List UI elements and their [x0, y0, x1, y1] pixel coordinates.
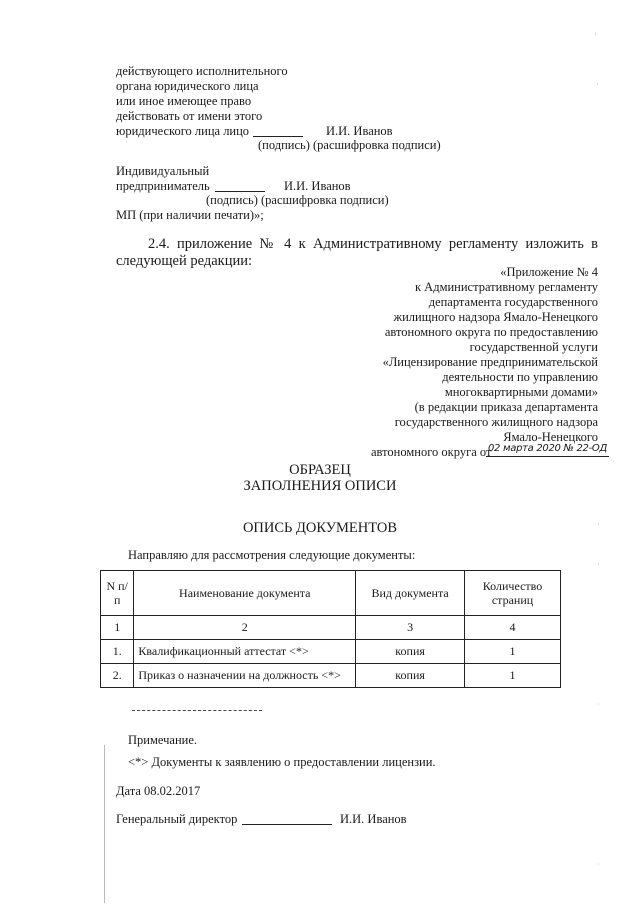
- appendix-line-4: жилищного надзора Ямало-Ненецкого: [393, 310, 598, 324]
- stamp-note: МП (при наличии печати)»;: [116, 208, 264, 222]
- scan-speck: ·: [596, 80, 599, 89]
- legal-line-5: юридического лица лицо: [116, 124, 250, 138]
- scan-speck: ·: [597, 860, 600, 869]
- footnote-divider: [132, 710, 262, 711]
- index-cell-2: 2: [134, 616, 356, 640]
- row-2-pages: 1: [465, 664, 561, 688]
- appendix-line-10: (в редакции приказа департамента: [414, 400, 598, 414]
- appendix-line-9: многоквартирными домами»: [444, 385, 598, 399]
- note-label: Примечание.: [128, 733, 198, 747]
- sample-title-line-1: ОБРАЗЕЦ: [289, 462, 351, 478]
- row-1-type: копия: [356, 640, 465, 664]
- scan-speck: ·: [594, 30, 597, 39]
- appendix-line-11: государственного жилищного надзора: [394, 415, 598, 429]
- header-num: N п/п: [101, 571, 134, 616]
- ip-signature-line: [215, 191, 265, 192]
- legal-signature-line: [253, 136, 303, 137]
- scan-speck: ·: [597, 560, 600, 569]
- header-name: Наименование документа: [134, 571, 356, 616]
- table-row: [101, 664, 561, 688]
- ip-line-2: предприниматель: [116, 179, 210, 193]
- legal-line-2: органа юридического лица: [116, 79, 259, 93]
- document-date: Дата 08.02.2017: [116, 784, 201, 798]
- scan-speck: ·: [597, 520, 600, 529]
- legal-signer-name: И.И. Иванов: [326, 124, 393, 138]
- amendment-line-1: 2.4. приложение № 4 к Административному регламенту изложить в: [148, 236, 598, 252]
- legal-line-3: или иное имеющее право: [116, 94, 252, 108]
- ip-signer-name: И.И. Иванов: [284, 179, 351, 193]
- row-1-num: 1.: [101, 640, 134, 664]
- appendix-line-7: «Лицензирование предпринимательской: [382, 355, 598, 369]
- header-pages: Количество страниц: [465, 571, 561, 616]
- appendix-line-2: к Административному регламенту: [414, 280, 598, 294]
- handwritten-order-date: 02 марта 2020 № 22-ОД: [486, 442, 609, 457]
- table-header-row: [101, 571, 561, 616]
- row-1-pages: 1: [465, 640, 561, 664]
- ip-line-1: Индивидуальный: [116, 164, 210, 178]
- table-index-row: [101, 616, 561, 640]
- director-signature-line: [242, 824, 332, 825]
- row-1-name: Квалификационный аттестат <*>: [134, 640, 356, 664]
- appendix-line-1: «Приложение № 4: [500, 265, 598, 279]
- ip-signature-caption: (подпись) (расшифровка подписи): [206, 193, 389, 207]
- appendix-line-12: Ямало-Ненецкого: [503, 430, 598, 444]
- legal-line-4: действовать от имени этого: [116, 109, 263, 123]
- scan-speck: ·: [597, 700, 600, 709]
- inventory-title: ОПИСЬ ДОКУМЕНТОВ: [242, 520, 398, 536]
- row-2-type: копия: [356, 664, 465, 688]
- director-name: И.И. Иванов: [340, 812, 407, 826]
- table-row: [101, 640, 561, 664]
- appendix-line-5: автономного округа по предоставлению: [384, 325, 598, 339]
- appendix-line-6: государственной услуги: [469, 340, 598, 354]
- row-2-name: Приказ о назначении на должность <*>: [134, 664, 356, 688]
- index-cell-1: 1: [101, 616, 134, 640]
- footnote-text: <*> Документы к заявлению о предоставлении лицензии.: [128, 755, 436, 769]
- scan-edge-line: [104, 745, 105, 903]
- row-2-num: 2.: [101, 664, 134, 688]
- appendix-line-3: департамента государственного: [428, 295, 598, 309]
- index-cell-3: 3: [356, 616, 465, 640]
- appendix-line-8: деятельности по управлению: [442, 370, 598, 384]
- index-cell-4: 4: [465, 616, 561, 640]
- header-type: Вид документа: [356, 571, 465, 616]
- inventory-intro: Направляю для рассмотрения следующие документы:: [128, 548, 416, 562]
- amendment-line-2: следующей редакции:: [116, 253, 253, 269]
- director-position: Генеральный директор: [116, 812, 238, 826]
- appendix-line-13: автономного округа от: [371, 445, 492, 459]
- documents-table: [100, 570, 561, 688]
- sample-title-line-2: ЗАПОЛНЕНИЯ ОПИСИ: [243, 478, 397, 494]
- legal-line-1: действующего исполнительного: [116, 64, 288, 78]
- legal-signature-caption: (подпись) (расшифровка подписи): [258, 138, 441, 152]
